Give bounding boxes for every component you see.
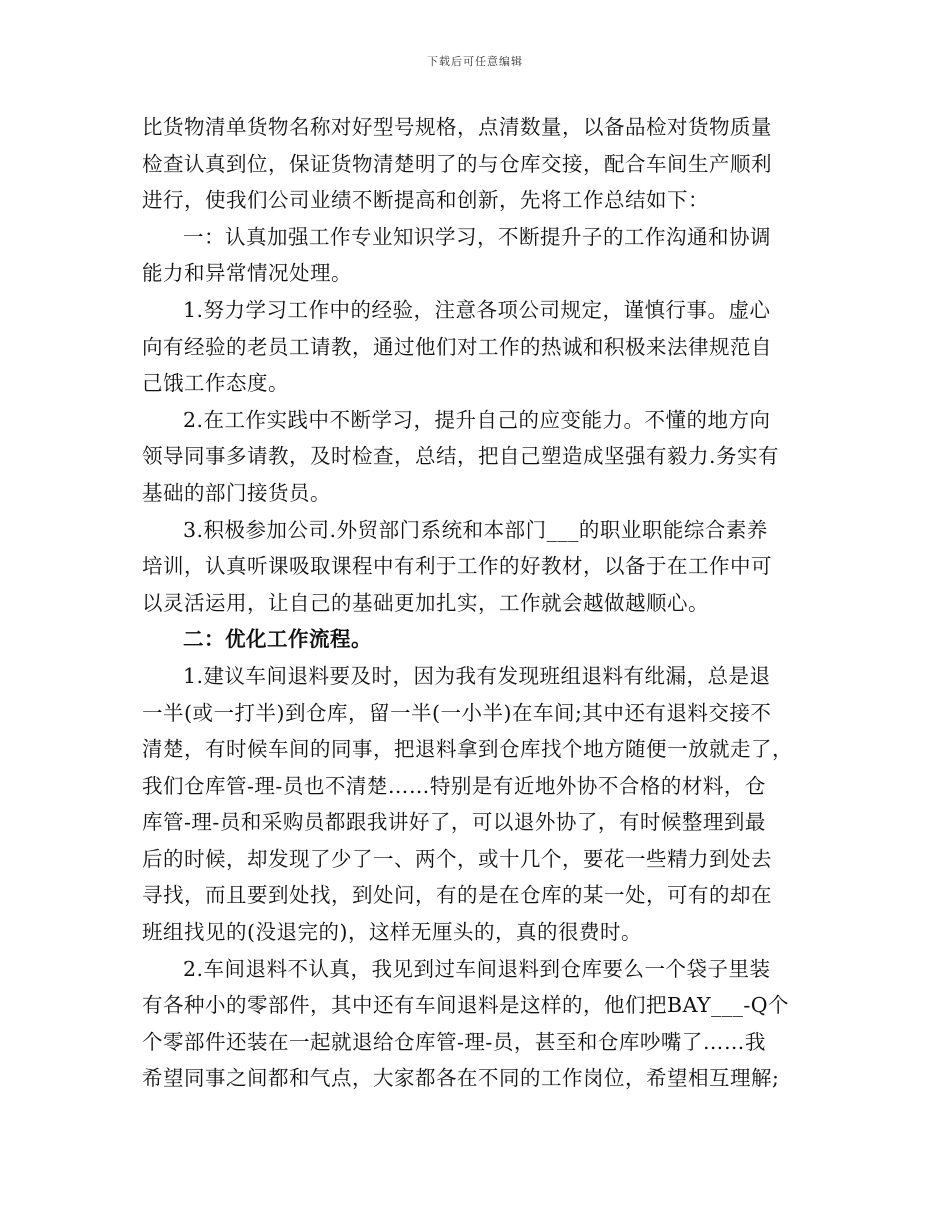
list-item-line: 3.积极参加公司.外贸部门系统和本部门___的职业职能综合素养 [183,517,768,542]
list-item-line: 1.建议车间退料要及时，因为我有发现班组退料有纰漏，总是退 [183,663,771,688]
section-heading: 二：优化工作流程。 [183,627,372,652]
text-line: 班组找见的(没退完的)，这样无厘头的，真的很费时。 [142,920,642,945]
page-header: 下载后可任意编辑 [427,55,523,68]
text-line: 进行，使我们公司业绩不断提高和创新，先将工作总结如下： [142,188,709,213]
text-line: 一半(或一打半)到仓库，留一半(一小半)在车间;其中还有退料交接不 [142,700,772,725]
text-line: 检查认真到位，保证货物清楚明了的与仓库交接，配合车间生产顺利 [142,151,772,176]
list-item-line: 2.在工作实践中不断学习，提升自己的应变能力。不懂的地方向 [183,407,771,432]
text-line: 培训，认真听课吸取课程中有利于工作的好教材，以备于在工作中可 [142,554,772,579]
text-line: 清楚，有时候车间的同事，把退料拿到仓库找个地方随便一放就走了， [142,737,793,762]
text-line: 领导同事多请教，及时检查，总结，把自己塑造成坚强有毅力.务实有 [142,444,780,469]
text-line: 基础的部门接货员。 [142,480,331,505]
text-line: 比货物清单货物名称对好型号规格，点清数量，以备品检对货物质量 [142,115,772,139]
text-line: 后的时候，却发现了少了一、两个，或十几个，要花一些精力到处去 [142,846,772,871]
list-item-line: 2.车间退料不认真，我见到过车间退料到仓库要么一个袋子里装 [183,956,771,981]
text-line: 库管-理-员和采购员都跟我讲好了，可以退外协了，有时候整理到最 [142,810,766,835]
text-line: 寻找，而且要到处找，到处问，有的是在仓库的某一处，可有的却在 [142,883,772,908]
text-line: 己饿工作态度。 [142,371,289,396]
list-item-line: 1.努力学习工作中的经验，注意各项公司规定，谨慎行事。虚心 [183,297,771,322]
document-body [142,109,812,1134]
section-heading-line: 一：认真加强工作专业知识学习，不断提升子的工作沟通和协调 [183,224,771,249]
text-line: 能力和异常情况处理。 [142,261,352,286]
text-line: 以灵活运用，让自己的基础更加扎实，工作就会越做越顺心。 [142,590,709,615]
text-line: 向有经验的老员工请教，通过他们对工作的热诚和积极来法律规范自 [142,334,772,359]
text-line: 有各种小的零部件，其中还有车间退料是这样的，他们把BAY___-Q个 [142,993,790,1018]
text-line [142,1097,812,1134]
text-line: 希望同事之间都和气点，大家都各在不同的工作岗位，希望相互理解; [142,1066,780,1091]
text-line: 个零部件还装在一起就退给仓库管-理-员，甚至和仓库吵嘴了……我 [142,1029,766,1054]
text-line: 我们仓库管-理-员也不清楚……特别是有近地外协不合格的材料，仓 [142,773,766,798]
